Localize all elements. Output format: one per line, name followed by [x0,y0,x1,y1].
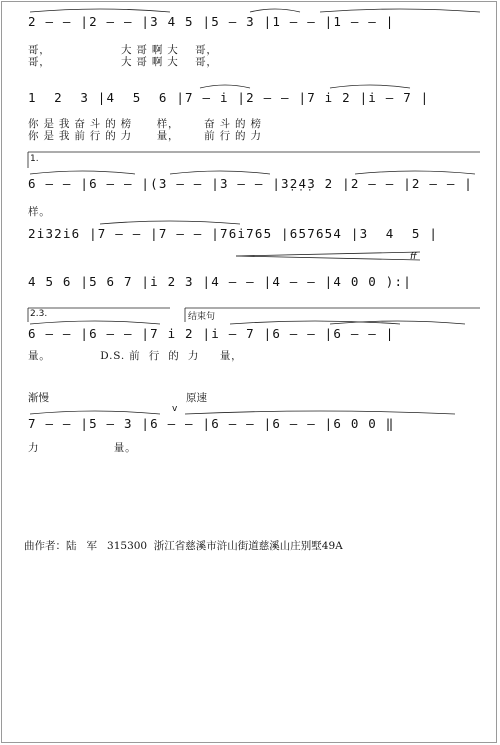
tie-arc [250,9,300,12]
lyric-row-2b: 你 是 我 前 行 的 力 量， 前 行 的 力 [28,130,262,142]
tie-arc [30,171,135,174]
tie-arc [100,221,240,224]
tie-arc [170,171,270,174]
notation-row-3: 6 — — |6 — — |(3 — — |3 — — |3̣2̣4̣3 2 |2 — — |2 — — | [28,176,474,191]
notation-row-1: 2 — — |2 — — |3 4 5 |5 — 3 |1 — — |1 — — | [28,14,395,29]
notation-row-5: 4 5 6 |5 6 7 |i 2 3 |4 — — |4 — — |4 0 0 ):| [28,274,412,289]
tie-arc [320,9,480,12]
tie-arc [355,171,475,174]
lyric-row-1b: 哥， 大 哥 啊 大 哥， [28,56,218,68]
breath-mark: v [172,404,178,414]
notation-row-4: 2i32i6 |7 — — |7 — — |76i765 |657654 |3 4 5 | [28,226,439,241]
hairpin [236,256,420,260]
tie-arc [185,411,455,414]
notation-row-7: 7 — — |5 — 3 |6 — — |6 — — |6 — — |6 0 0 ‖ [28,416,395,431]
notation-row-2: 1 2 3 |4 5 6 |7 — i |2 — — |7 i 2 |i — 7 | [28,90,430,105]
tie-arc [200,85,250,88]
tempo-ritardando: 渐慢 [28,392,49,404]
tie-arc [30,321,160,324]
volta-1: 1. [30,154,39,164]
hairpin [236,252,420,256]
tie-arc [330,85,410,88]
lyric-row-2a: 你 是 我 奋 斗 的 榜 样， 奋 斗 的 榜 [28,118,262,130]
tie-arc [30,411,160,414]
volta-2-3: 2.3. [30,309,48,319]
ending-label: 结束句 [188,312,216,322]
dynamic-ff: ff [410,252,417,262]
lyric-row-7: 力 量。 [28,442,137,454]
lyric-row-1a: 哥， 大 哥 啊 大 哥， [28,44,218,56]
tempo-a-tempo: 原速 [186,392,207,404]
composer-credit: 曲作者：陆 军 315300 浙江省慈溪市浒山街道慈溪山庄别墅49A [24,540,343,552]
notation-row-6: 6 — — |6 — — |7 i 2 |i — 7 |6 — — |6 — — | [28,326,395,341]
lyric-row-3: 样。 [28,206,51,218]
lyric-row-6: 量。 D.S. 前 行 的 力 量， [28,350,243,362]
tie-arc [30,9,170,12]
